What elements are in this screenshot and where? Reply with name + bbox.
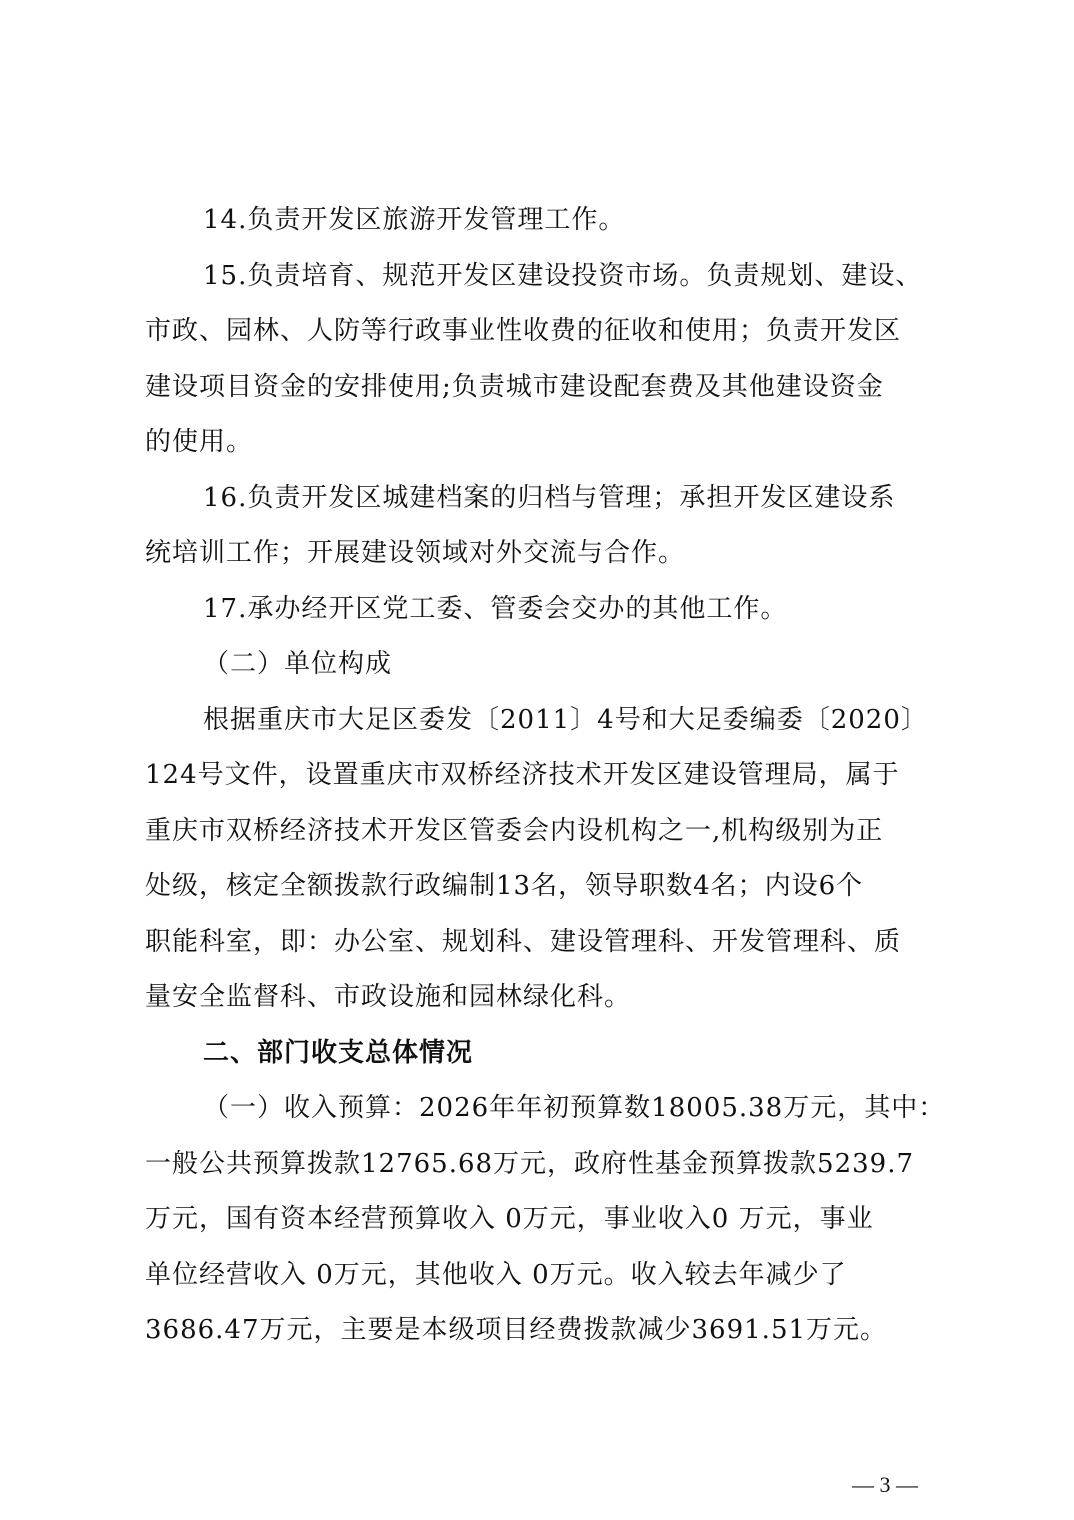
paragraph-line: 重庆市双桥经济技术开发区管委会内设机构之一,机构级别为正 (145, 815, 884, 846)
paragraph-line: 建设项目资金的安排使用;负责城市建设配套费及其他建设资金 (145, 371, 884, 402)
paragraph-line: 的使用。 (145, 427, 254, 457)
paragraph-line: 万元，国有资本经营预算收入 0万元，事业收入0 万元，事业 (145, 1204, 874, 1234)
paragraph-line: 124号文件，设置重庆市双桥经济技术开发区建设管理局，属于 (145, 760, 900, 790)
paragraph-line: 处级，核定全额拨款行政编制13名，领导职数4名；内设6个 (145, 871, 864, 901)
section-subheading: （二）单位构成 (203, 649, 393, 679)
section-heading: 二、部门收支总体情况 (203, 1037, 474, 1068)
paragraph-line: 16.负责开发区城建档案的归档与管理；承担开发区建设系 (203, 482, 896, 513)
page-number: — 3 — (852, 1472, 918, 1497)
paragraph-line: 15.负责培育、规范开发区建设投资市场。负责规划、建设、 (203, 260, 923, 291)
document-body (145, 193, 945, 1359)
paragraph-line: 17.承办经开区党工委、管委会交办的其他工作。 (203, 593, 788, 624)
paragraph-line: （一）收入预算：2026年年初预算数18005.38万元，其中： (203, 1093, 946, 1123)
paragraph-line: 14.负责开发区旅游开发管理工作。 (203, 205, 626, 235)
paragraph-line: 量安全监督科、市政设施和园林绿化科。 (145, 982, 632, 1012)
paragraph-line: 统培训工作；开展建设领域对外交流与合作。 (145, 538, 686, 568)
paragraph-line: 3686.47万元，主要是本级项目经费拨款减少3691.51万元。 (145, 1315, 888, 1345)
paragraph-line: 单位经营收入 0万元，其他收入 0万元。收入较去年减少了 (145, 1259, 847, 1290)
paragraph-line: 根据重庆市大足区委发〔2011〕4号和大足委编委〔2020〕 (203, 704, 928, 735)
paragraph-line: 一般公共预算拨款12765.68万元，政府性基金预算拨款5239.7 (145, 1148, 915, 1179)
paragraph-line: 职能科室，即：办公室、规划科、建设管理科、开发管理科、质 (145, 926, 902, 957)
paragraph-line: 市政、园林、人防等行政事业性收费的征收和使用；负责开发区 (145, 316, 902, 346)
